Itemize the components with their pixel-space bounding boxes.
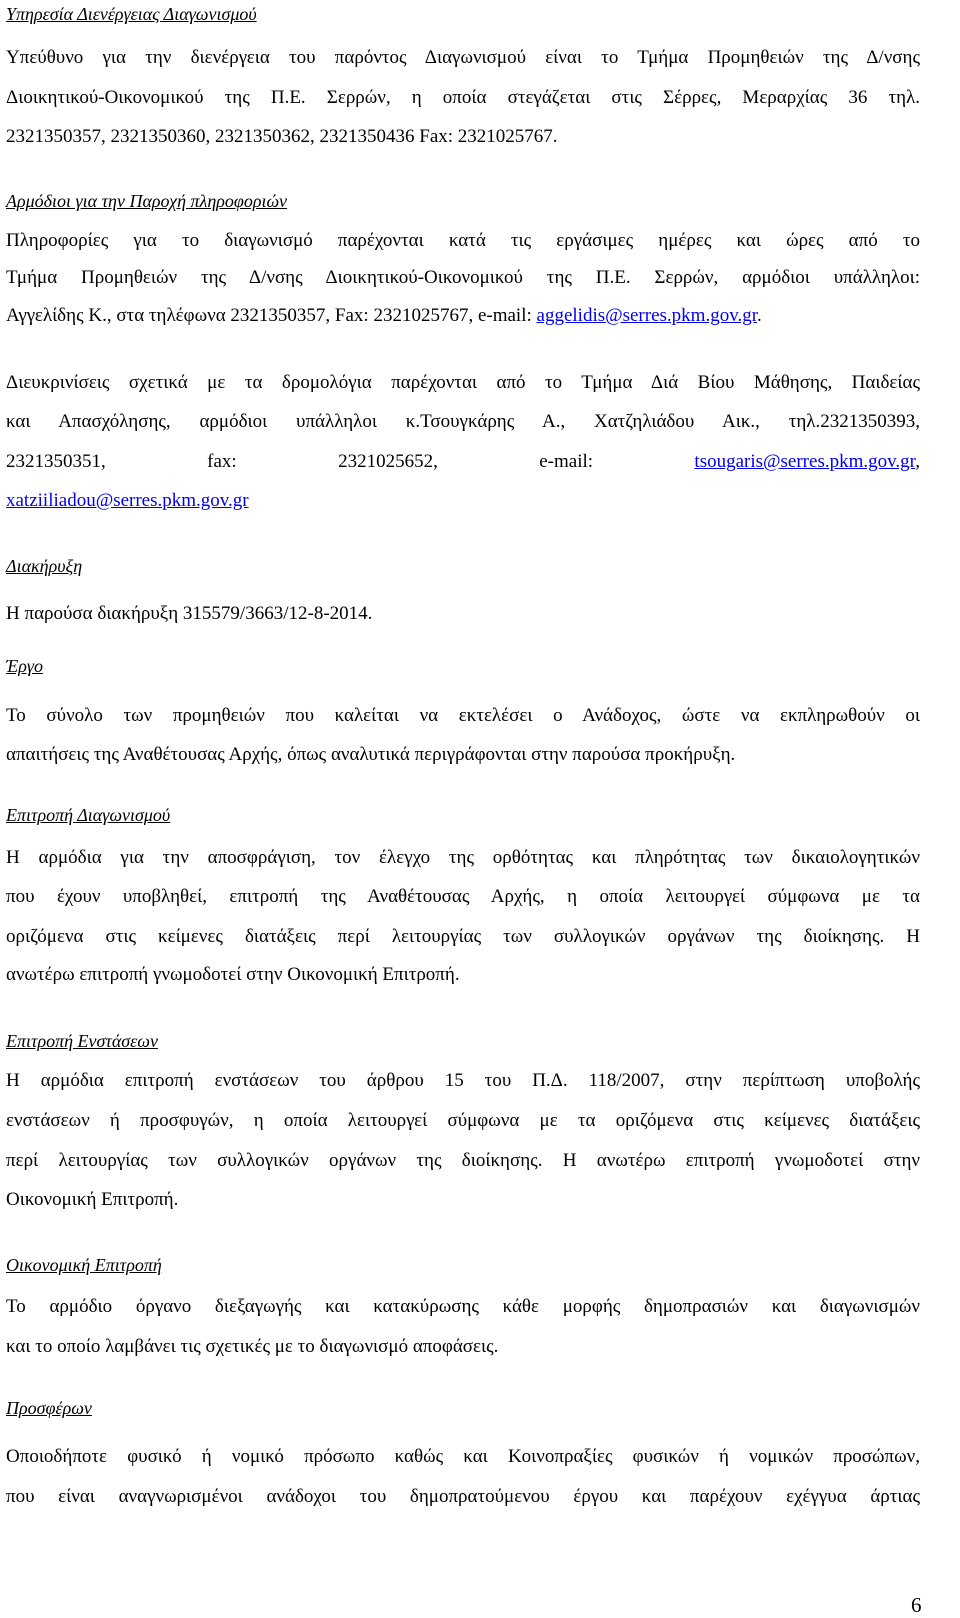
fax-label: fax:	[207, 451, 237, 472]
punctuation: ,	[915, 451, 920, 472]
section-heading-financial-committee: Οικονομική Επιτροπή	[6, 1255, 162, 1275]
paragraph-line: Διοικητικού-Οικονομικού της Π.Ε. Σερρών, η οποία στεγάζεται στις Σέρρες, Μεραρχίας 36 τηλ.	[6, 87, 920, 108]
paragraph-line: Το αρμόδιο όργανο διεξαγωγής και κατακύρωσης κάθε μορφής δημοπρασιών και διαγωνισμών	[6, 1296, 920, 1317]
paragraph-line: και το οποίο λαμβάνει τις σχετικές με το διαγωνισμό αποφάσεις.	[6, 1336, 499, 1357]
contact-text: Αγγελίδης Κ., στα τηλέφωνα 2321350357, Fax: 2321025767, e-mail:	[6, 305, 537, 326]
paragraph-line: και Απασχόλησης, αρμόδιοι υπάλληλοι κ.Τσουγκάρης Α., Χατζηλιάδου Αικ., τηλ.2321350393,	[6, 411, 920, 432]
section-heading-service: Υπηρεσία Διενέργειας Διαγωνισμού	[6, 4, 257, 24]
fax-number: 2321025652,	[338, 451, 438, 472]
paragraph-line: ενστάσεων ή προσφυγών, η οποία λειτουργεί σύμφωνα με τα οριζόμενα στις κείμενες διατάξεις	[6, 1110, 920, 1131]
paragraph-line: απαιτήσεις της Αναθέτουσας Αρχής, όπως αναλυτικά περιγράφονται στην παρούσα προκήρυξη.	[6, 744, 736, 765]
paragraph-line: ανωτέρω επιτροπή γνωμοδοτεί στην Οικονομική Επιτροπή.	[6, 964, 460, 985]
paragraph-line: Τμήμα Προμηθειών της Δ/νσης Διοικητικού-Οικονομικού της Π.Ε. Σερρών, αρμόδιοι υπάλληλοι:	[6, 267, 920, 288]
email-link-tsougaris[interactable]: tsougaris@serres.pkm.gov.gr	[694, 451, 916, 472]
section-heading-project: Έργο	[6, 656, 43, 676]
paragraph-line: Η παρούσα διακήρυξη 315579/3663/12-8-2014.	[6, 603, 373, 624]
paragraph-line: περί λειτουργίας των συλλογικών οργάνων της διοίκησης. Η ανωτέρω επιτροπή γνωμοδοτεί στην	[6, 1150, 920, 1171]
page-number: 6	[911, 1593, 922, 1617]
paragraph-line: Το σύνολο των προμηθειών που καλείται να εκτελέσει ο Ανάδοχος, ώστε να εκπληρωθούν οι	[6, 705, 920, 726]
paragraph-line: που είναι αναγνωρισμένοι ανάδοχοι του δημοπρατούμενου έργου και παρέχουν εχέγγυα άρτιας	[6, 1486, 920, 1507]
section-heading-information: Αρμόδιοι για την Παροχή πληροφοριών	[6, 191, 288, 211]
email-link-xatziiliadou[interactable]: xatziiliadou@serres.pkm.gov.gr	[6, 490, 249, 511]
email-label: e-mail:	[539, 451, 594, 472]
phone-text: 2321350351,	[6, 451, 106, 472]
paragraph-line: που έχουν υποβληθεί, επιτροπή της Αναθέτουσας Αρχής, η οποία λειτουργεί σύμφωνα με τα	[6, 886, 920, 907]
section-heading-tender-committee: Επιτροπή Διαγωνισμού	[6, 805, 171, 825]
paragraph-line: Υπεύθυνο για την διενέργεια του παρόντος Διαγωνισμού είναι το Τμήμα Προμηθειών της Δ/νσης	[6, 47, 920, 68]
paragraph-line	[6, 305, 920, 327]
email-group	[694, 451, 920, 473]
paragraph-line: Η αρμόδια επιτροπή ενστάσεων του άρθρου 15 του Π.Δ. 118/2007, στην περίπτωση υποβολής	[6, 1070, 920, 1091]
section-heading-objections-committee: Επιτροπή Ενστάσεων	[6, 1031, 158, 1051]
paragraph-line: 2321350357, 2321350360, 2321350362, 2321350436 Fax: 2321025767.	[6, 126, 558, 147]
paragraph-line: οριζόμενα στις κείμενες διατάξεις περί λειτουργίας των συλλογικών οργάνων της διοίκησης. Η	[6, 926, 920, 947]
punctuation: .	[757, 305, 762, 326]
paragraph-line: Η αρμόδια για την αποσφράγιση, τον έλεγχο της ορθότητας και πληρότητας των δικαιολογητικών	[6, 847, 920, 868]
paragraph-line: Οικονομική Επιτροπή.	[6, 1189, 179, 1210]
section-heading-bidder: Προσφέρων	[6, 1398, 92, 1418]
email-link-aggelidis[interactable]: aggelidis@serres.pkm.gov.gr	[536, 305, 757, 326]
section-heading-declaration: Διακήρυξη	[6, 556, 83, 576]
paragraph-line	[6, 451, 920, 473]
paragraph-line: Οποιοδήποτε φυσικό ή νομικό πρόσωπο καθώς και Κοινοπραξίες φυσικών ή νομικών προσώπων,	[6, 1446, 920, 1467]
paragraph-line: Διευκρινίσεις σχετικά με τα δρομολόγια παρέχονται από το Τμήμα Διά Βίου Μάθησης, Παιδείας	[6, 372, 920, 393]
paragraph-line: Πληροφορίες για το διαγωνισμό παρέχονται κατά τις εργάσιμες ημέρες και ώρες από το	[6, 230, 920, 251]
paragraph-line	[6, 490, 920, 512]
